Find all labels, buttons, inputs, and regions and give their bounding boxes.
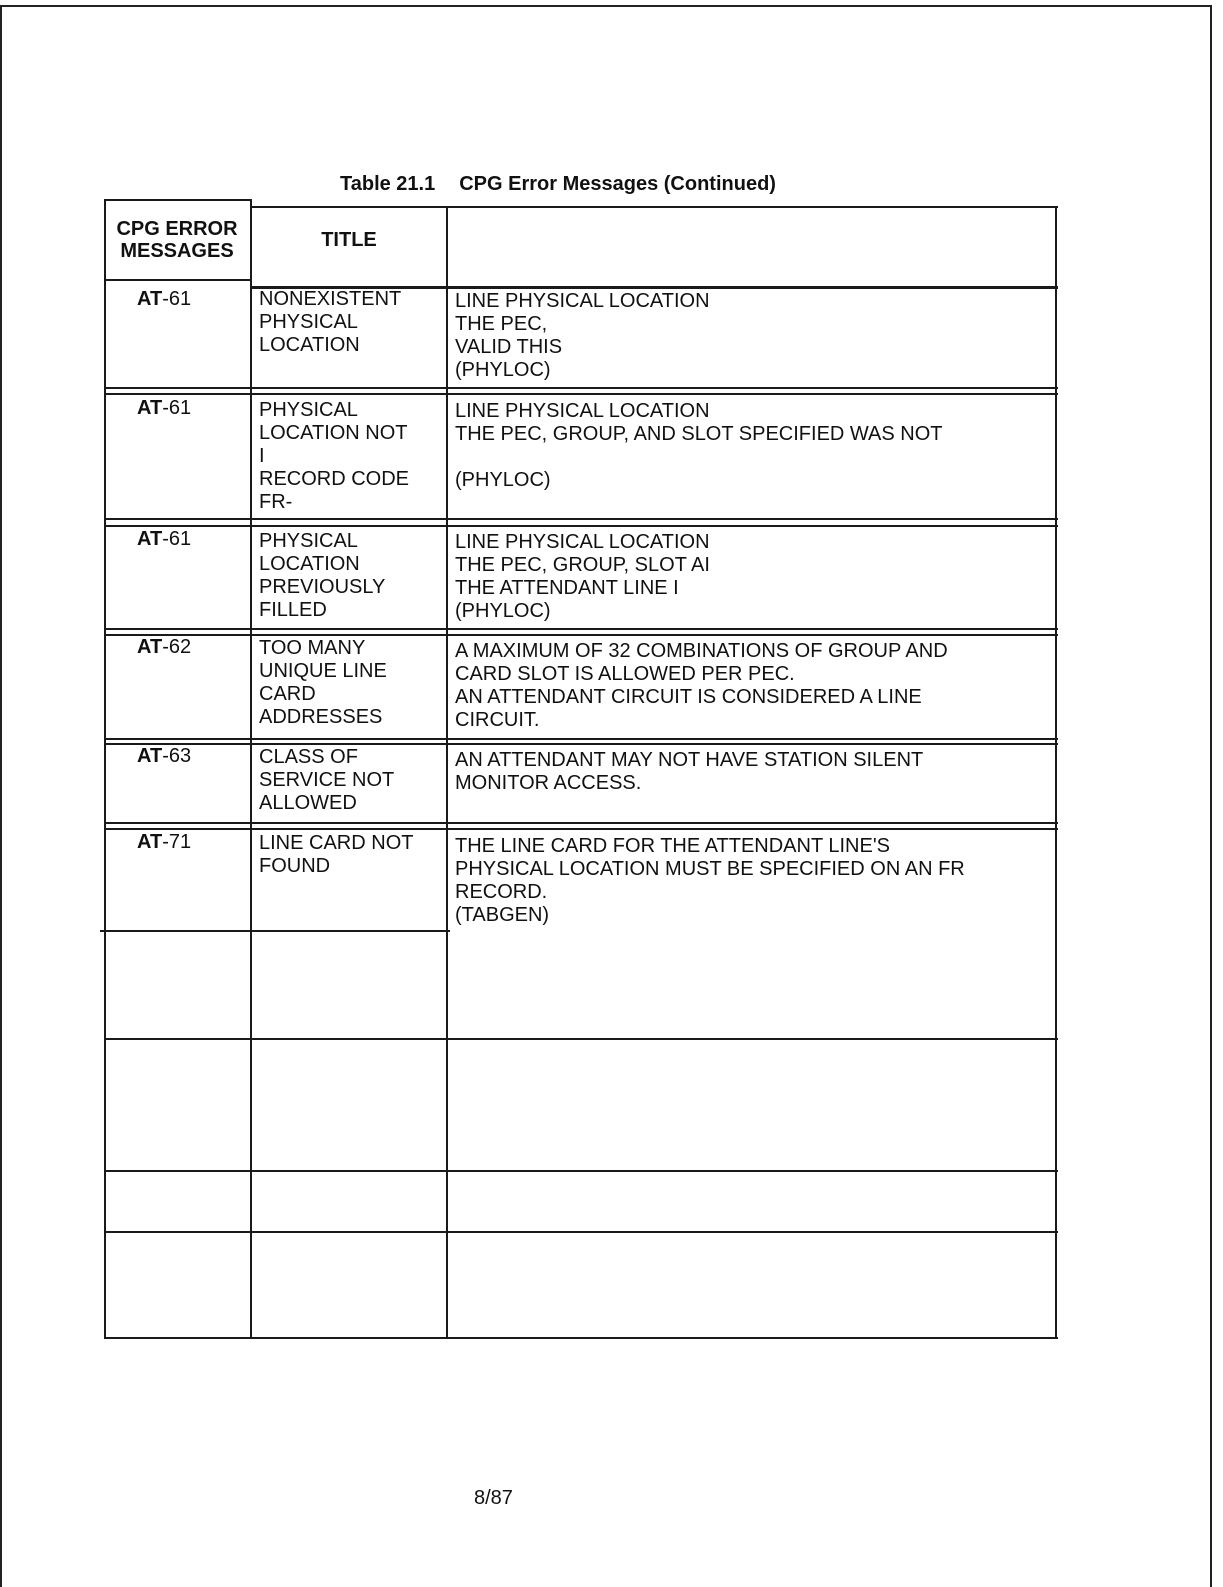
error-code: AT-61 bbox=[137, 288, 192, 310]
error-description: LINE PHYSICAL LOCATION THE PEC, GROUP, SLOT AI THE ATTENDANT LINE I (PHYLOC) bbox=[455, 531, 710, 622]
error-code: AT-61 bbox=[137, 397, 192, 419]
error-code: AT-62 bbox=[137, 636, 192, 658]
error-title: NONEXISTENT PHYSICAL LOCATION bbox=[259, 288, 402, 356]
table-number: Table 21.1 bbox=[340, 173, 436, 195]
error-description: THE LINE CARD FOR THE ATTENDANT LINE'S PHYSICAL LOCATION MUST BE SPECIFIED ON AN FR RECORD. (TABGEN) bbox=[455, 835, 965, 926]
error-description: LINE PHYSICAL LOCATION THE PEC, VALID THIS (PHYLOC) bbox=[455, 290, 710, 381]
page-frame-top bbox=[0, 5, 1212, 7]
error-code: AT-61 bbox=[137, 528, 192, 550]
error-title: PHYSICAL LOCATION NOT I RECORD CODE FR- bbox=[259, 399, 410, 513]
error-description: LINE PHYSICAL LOCATION THE PEC, GROUP, AND SLOT SPECIFIED WAS NOT (PHYLOC) bbox=[455, 400, 943, 491]
error-title: TOO MANY UNIQUE LINE CARD ADDRESSES bbox=[259, 637, 387, 728]
error-title: CLASS OF SERVICE NOT ALLOWED bbox=[259, 746, 395, 814]
page-frame-right bbox=[1210, 5, 1212, 1587]
error-description: AN ATTENDANT MAY NOT HAVE STATION SILENT MONITOR ACCESS. bbox=[455, 749, 924, 794]
error-code: AT-71 bbox=[137, 831, 192, 853]
table-caption bbox=[340, 173, 776, 196]
error-title: PHYSICAL LOCATION PREVIOUSLY FILLED bbox=[259, 530, 386, 621]
page-number: 8/87 bbox=[474, 1487, 513, 1509]
error-description: A MAXIMUM OF 32 COMBINATIONS OF GROUP AND CARD SLOT IS ALLOWED PER PEC. AN ATTENDANT CIRCUIT IS CONSIDERED A LINE CIRCUIT. bbox=[455, 640, 948, 731]
error-code: AT-63 bbox=[137, 745, 192, 767]
table-title: CPG Error Messages (Continued) bbox=[459, 173, 776, 195]
column-header-title: TITLE bbox=[321, 229, 377, 251]
page-frame-left bbox=[0, 5, 2, 1587]
column-header-code: CPG ERROR MESSAGES bbox=[116, 218, 238, 262]
error-title: LINE CARD NOT FOUND bbox=[259, 832, 414, 877]
